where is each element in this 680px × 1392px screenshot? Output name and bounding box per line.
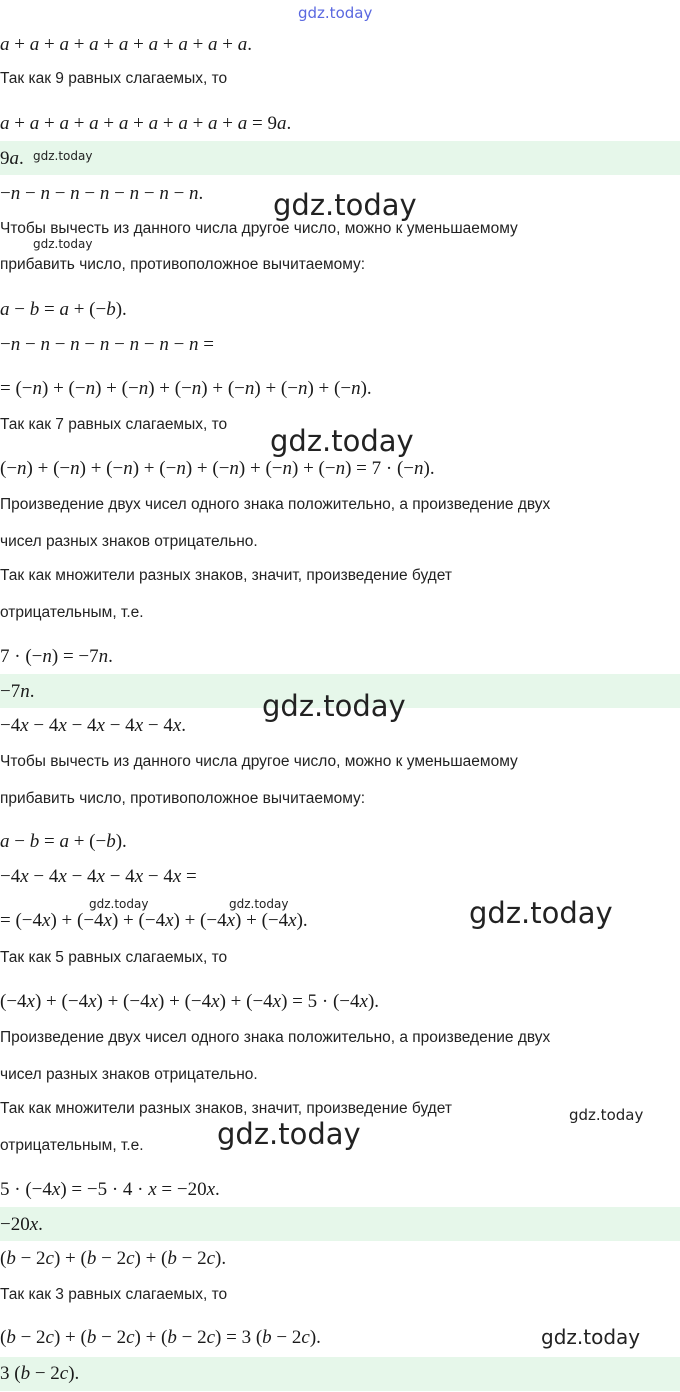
math-line: −n − n − n − n − n − n − n = (0, 334, 214, 355)
text-line: Так как 5 равных слагаемых, то (0, 949, 228, 966)
text-line: Так как множители разных знаков, значит, произведение будет (0, 1100, 452, 1117)
math-line: a + a + a + a + a + a + a + a + a = 9a. (0, 113, 292, 134)
answer-highlight (0, 1207, 680, 1241)
math-line: = (−4x) + (−4x) + (−4x) + (−4x) + (−4x). (0, 910, 308, 931)
text-line: прибавить число, противоположное вычитаемому: (0, 256, 366, 273)
watermark: gdz.today (229, 897, 289, 911)
text-line: чисел разных знаков отрицательно. (0, 533, 258, 550)
answer-line: −7n. (0, 681, 35, 702)
math-line: (b − 2c) + (b − 2c) + (b − 2c) = 3 (b − 2c). (0, 1327, 321, 1348)
watermark: gdz.today (469, 896, 613, 930)
text-line: Так как множители разных знаков, значит, произведение будет (0, 567, 452, 584)
answer-line: 3 (b − 2c). (0, 1363, 80, 1384)
answer-line: −20x. (0, 1214, 43, 1235)
math-line: −4x − 4x − 4x − 4x − 4x = (0, 866, 197, 887)
text-line: Произведение двух чисел одного знака положительно, а произведение двух (0, 496, 551, 513)
watermark: gdz.today (273, 188, 417, 222)
math-line: 7 · (−n) = −7n. (0, 646, 113, 667)
math-line: (−n) + (−n) + (−n) + (−n) + (−n) + (−n) + (−n) = 7 · (−n). (0, 458, 435, 479)
text-line: Так как 3 равных слагаемых, то (0, 1286, 228, 1303)
math-line: −n − n − n − n − n − n − n. (0, 183, 204, 204)
watermark: gdz.today (262, 689, 406, 723)
watermark: gdz.today (217, 1117, 361, 1151)
math-line: a − b = a + (−b). (0, 831, 127, 852)
text-line: отрицательным, т.е. (0, 604, 144, 621)
text-line: прибавить число, противоположное вычитаемому: (0, 790, 366, 807)
math-line: (b − 2c) + (b − 2c) + (b − 2c). (0, 1248, 227, 1269)
text-line: Так как 9 равных слагаемых, то (0, 70, 228, 87)
text-line: Чтобы вычесть из данного числа другое число, можно к уменьшаемому (0, 753, 518, 770)
answer-highlight (0, 1357, 680, 1391)
answer-line: 9a. (0, 148, 24, 169)
math-line: a + a + a + a + a + a + a + a + a. (0, 34, 252, 55)
watermark: gdz.today (541, 1325, 641, 1349)
math-line: 5 · (−4x) = −5 · 4 · x = −20x. (0, 1179, 220, 1200)
header-watermark: gdz.today (298, 4, 373, 22)
watermark: gdz.today (33, 237, 93, 251)
watermark: gdz.today (89, 897, 149, 911)
math-line: = (−n) + (−n) + (−n) + (−n) + (−n) + (−n) + (−n). (0, 378, 372, 399)
watermark: gdz.today (270, 424, 414, 458)
text-line: чисел разных знаков отрицательно. (0, 1066, 258, 1083)
math-line: a − b = a + (−b). (0, 299, 127, 320)
watermark: gdz.today (569, 1106, 644, 1124)
watermark: gdz.today (33, 149, 93, 163)
text-line: Произведение двух чисел одного знака положительно, а произведение двух (0, 1029, 551, 1046)
text-line: Так как 7 равных слагаемых, то (0, 416, 228, 433)
math-line: −4x − 4x − 4x − 4x − 4x. (0, 715, 187, 736)
text-line: отрицательным, т.е. (0, 1137, 144, 1154)
math-line: (−4x) + (−4x) + (−4x) + (−4x) + (−4x) = 5 · (−4x). (0, 991, 380, 1012)
answer-highlight (0, 141, 680, 175)
text-line: Чтобы вычесть из данного числа другое число, можно к уменьшаемому (0, 220, 518, 237)
